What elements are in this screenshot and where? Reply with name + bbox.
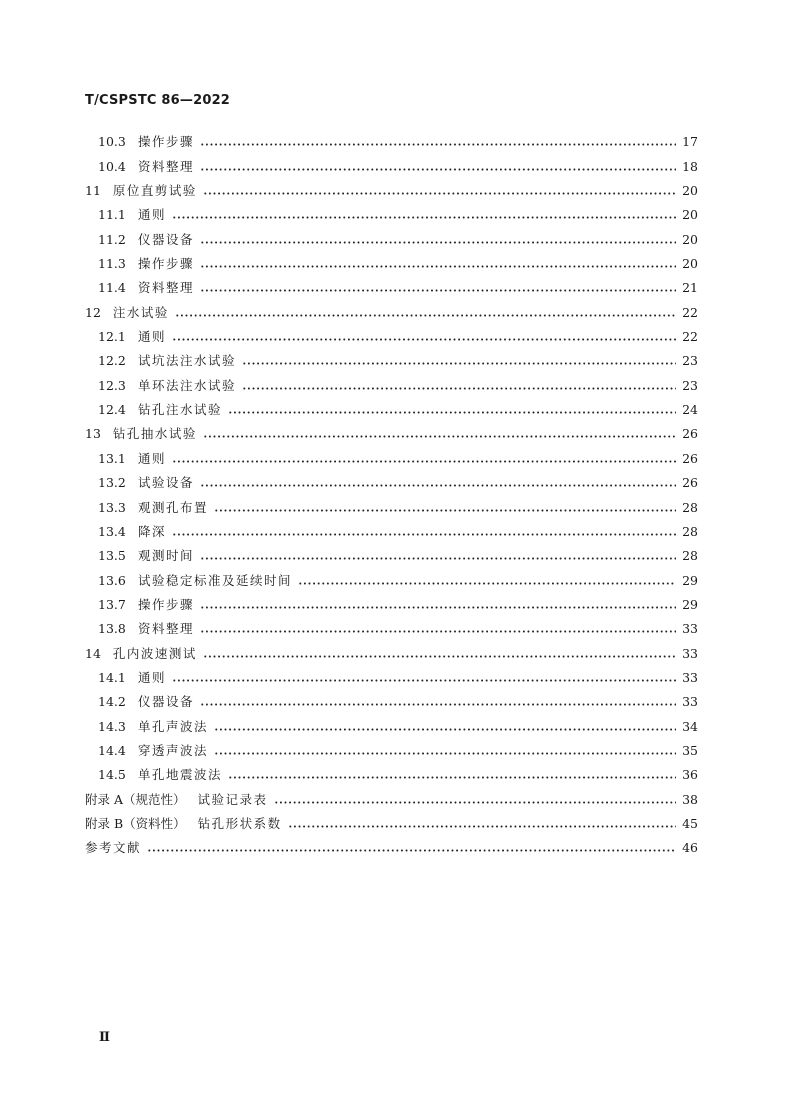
- toc-dot-leader: [274, 801, 677, 804]
- toc-entry[interactable]: [85, 540, 698, 564]
- toc-entry-page: 17: [682, 134, 698, 150]
- toc-entry-page: 18: [682, 158, 698, 174]
- toc-entry[interactable]: [85, 321, 698, 345]
- toc-entry[interactable]: [85, 613, 698, 637]
- toc-dot-leader: [200, 143, 676, 146]
- toc-entry-title: 单孔声波法: [138, 718, 209, 734]
- toc-entry-page: 38: [682, 791, 698, 807]
- toc-entry-number: 10.4: [98, 158, 126, 174]
- toc-entry[interactable]: [85, 150, 698, 174]
- toc-dot-leader: [200, 606, 676, 609]
- toc-entry-title: 穿透声波法: [138, 742, 209, 758]
- toc-dot-leader: [228, 411, 676, 414]
- toc-entry-number: 12.1: [98, 329, 126, 345]
- toc-entry-title: 通则: [138, 329, 167, 345]
- toc-entry-title: 资料整理: [138, 621, 195, 637]
- toc-entry[interactable]: [85, 272, 698, 296]
- toc-entry-page: 23: [682, 377, 698, 393]
- toc-entry-number: 14: [85, 645, 101, 661]
- toc-entry-page: 28: [682, 523, 698, 539]
- toc-entry-page: 45: [682, 815, 698, 831]
- toc-entry-title: 钻孔注水试验: [138, 402, 223, 418]
- toc-entry[interactable]: [85, 832, 698, 856]
- toc-entry-number: 13.4: [98, 523, 126, 539]
- toc-entry-page: 46: [682, 840, 698, 856]
- toc-entry-title: 仪器设备: [138, 694, 195, 710]
- toc-entry[interactable]: [85, 637, 698, 661]
- toc-entry[interactable]: [85, 369, 698, 393]
- toc-entry-number: 11.1: [98, 207, 126, 223]
- toc-entry-page: 22: [682, 329, 698, 345]
- toc-entry-number: 13.2: [98, 475, 126, 491]
- toc-entry[interactable]: [85, 735, 698, 759]
- toc-entry-page: 22: [682, 304, 698, 320]
- toc-entry-page: 29: [682, 596, 698, 612]
- toc-entry-number: 14.1: [98, 669, 126, 685]
- toc-entry-number: 11.2: [98, 231, 126, 247]
- toc-entry-title: 参考文献: [85, 840, 142, 856]
- toc-entry-title: 操作步骤: [138, 596, 195, 612]
- toc-dot-leader: [203, 192, 676, 195]
- toc-dot-leader: [200, 289, 676, 292]
- toc-dot-leader: [200, 168, 676, 171]
- toc-entry-page: 33: [682, 645, 698, 661]
- toc-entry[interactable]: [85, 126, 698, 150]
- toc-entry-page: 36: [682, 767, 698, 783]
- toc-entry-number: 13.5: [98, 548, 126, 564]
- toc-entry-page: 20: [682, 183, 698, 199]
- toc-entry[interactable]: [85, 296, 698, 320]
- toc-entry-page: 33: [682, 621, 698, 637]
- toc-entry[interactable]: [85, 223, 698, 247]
- toc-entry-page: 33: [682, 669, 698, 685]
- toc-entry-page: 35: [682, 742, 698, 758]
- toc-entry-title: 钻孔抽水试验: [112, 426, 197, 442]
- toc-entry-title: 试验记录表: [197, 791, 268, 807]
- toc-dot-leader: [172, 679, 676, 682]
- toc-entry-page: 20: [682, 231, 698, 247]
- toc-entry-page: 28: [682, 499, 698, 515]
- toc-dot-leader: [298, 582, 676, 585]
- toc-entry-number: 附录 B（资料性）: [85, 815, 186, 831]
- toc-dot-leader: [200, 630, 676, 633]
- toc-dot-leader: [242, 362, 676, 365]
- toc-entry-page: 29: [682, 572, 698, 588]
- toc-entry-title: 试验设备: [138, 475, 195, 491]
- toc-entry-title: 降深: [138, 523, 167, 539]
- toc-entry-page: 20: [682, 207, 698, 223]
- toc-entry[interactable]: [85, 467, 698, 491]
- toc-entry-title: 观测孔布置: [138, 499, 209, 515]
- toc-entry-number: 11: [85, 183, 101, 199]
- toc-entry-number: 14.2: [98, 694, 126, 710]
- toc-entry[interactable]: [85, 783, 698, 807]
- toc-dot-leader: [200, 703, 676, 706]
- toc-entry[interactable]: [85, 589, 698, 613]
- toc-entry-title: 通则: [138, 207, 167, 223]
- toc-entry-page: 34: [682, 718, 698, 734]
- page-number: Ⅱ: [99, 1030, 110, 1045]
- toc-dot-leader: [200, 484, 676, 487]
- toc-dot-leader: [203, 655, 676, 658]
- toc-entry-page: 23: [682, 353, 698, 369]
- toc-entry[interactable]: [85, 442, 698, 466]
- toc-entry-title: 注水试验: [112, 304, 169, 320]
- toc-dot-leader: [214, 509, 676, 512]
- toc-entry-page: 26: [682, 475, 698, 491]
- toc-dot-leader: [200, 557, 676, 560]
- toc-entry-title: 通则: [138, 669, 167, 685]
- toc-entry-page: 21: [682, 280, 698, 296]
- toc-entry-number: 11.4: [98, 280, 126, 296]
- toc-entry-number: 13.8: [98, 621, 126, 637]
- toc-entry[interactable]: [85, 759, 698, 783]
- toc-entry-title: 原位直剪试验: [112, 183, 197, 199]
- toc-entry-number: 附录 A（规范性）: [85, 791, 186, 807]
- toc-entry[interactable]: [85, 491, 698, 515]
- toc-entry-number: 14.4: [98, 742, 126, 758]
- toc-entry-number: 12.2: [98, 353, 126, 369]
- table-of-contents: [85, 126, 698, 856]
- toc-entry[interactable]: [85, 564, 698, 588]
- toc-dot-leader: [288, 825, 676, 828]
- toc-entry[interactable]: [85, 662, 698, 686]
- toc-entry-number: 14.3: [98, 718, 126, 734]
- toc-dot-leader: [228, 776, 676, 779]
- toc-entry-number: 13: [85, 426, 101, 442]
- toc-entry-number: 13.3: [98, 499, 126, 515]
- toc-entry[interactable]: [85, 248, 698, 272]
- toc-entry-page: 26: [682, 450, 698, 466]
- toc-entry-number: 13.7: [98, 596, 126, 612]
- toc-entry[interactable]: [85, 199, 698, 223]
- toc-dot-leader: [175, 314, 676, 317]
- toc-dot-leader: [214, 728, 676, 731]
- toc-entry-title: 资料整理: [138, 280, 195, 296]
- toc-entry-title: 试验稳定标准及延续时间: [138, 572, 293, 588]
- toc-entry-number: 10.3: [98, 134, 126, 150]
- toc-entry-number: 13.6: [98, 572, 126, 588]
- toc-dot-leader: [200, 241, 676, 244]
- toc-entry-title: 仪器设备: [138, 231, 195, 247]
- toc-entry-number: 13.1: [98, 450, 126, 466]
- toc-entry-page: 33: [682, 694, 698, 710]
- toc-entry[interactable]: [85, 394, 698, 418]
- toc-dot-leader: [214, 752, 676, 755]
- toc-entry-title: 单孔地震波法: [138, 767, 223, 783]
- toc-entry-number: 12.3: [98, 377, 126, 393]
- toc-entry-title: 观测时间: [138, 548, 195, 564]
- toc-entry-title: 操作步骤: [138, 134, 195, 150]
- toc-entry[interactable]: [85, 175, 698, 199]
- toc-dot-leader: [172, 216, 676, 219]
- toc-dot-leader: [200, 265, 676, 268]
- toc-entry-title: 单环法注水试验: [138, 377, 237, 393]
- toc-entry[interactable]: [85, 345, 698, 369]
- toc-entry-number: 12: [85, 304, 101, 320]
- toc-entry-page: 24: [682, 402, 698, 418]
- toc-entry-number: 12.4: [98, 402, 126, 418]
- toc-entry-title: 操作步骤: [138, 256, 195, 272]
- toc-entry[interactable]: [85, 808, 698, 832]
- toc-dot-leader: [172, 460, 676, 463]
- toc-entry-page: 26: [682, 426, 698, 442]
- toc-entry-number: 14.5: [98, 767, 126, 783]
- toc-entry-title: 试坑法注水试验: [138, 353, 237, 369]
- toc-entry-page: 20: [682, 256, 698, 272]
- toc-entry[interactable]: [85, 686, 698, 710]
- toc-entry-title: 资料整理: [138, 158, 195, 174]
- toc-dot-leader: [147, 849, 676, 852]
- toc-dot-leader: [242, 387, 676, 390]
- toc-entry[interactable]: [85, 710, 698, 734]
- toc-dot-leader: [172, 533, 676, 536]
- toc-entry[interactable]: [85, 516, 698, 540]
- toc-dot-leader: [203, 435, 676, 438]
- toc-entry-title: 孔内波速测试: [112, 645, 197, 661]
- toc-entry-title: 钻孔形状系数: [197, 815, 282, 831]
- toc-entry-title: 通则: [138, 450, 167, 466]
- toc-dot-leader: [172, 338, 676, 341]
- toc-entry-page: 28: [682, 548, 698, 564]
- standard-code: T/CSPSTC 86—2022: [85, 93, 231, 108]
- toc-entry[interactable]: [85, 418, 698, 442]
- toc-entry-number: 11.3: [98, 256, 126, 272]
